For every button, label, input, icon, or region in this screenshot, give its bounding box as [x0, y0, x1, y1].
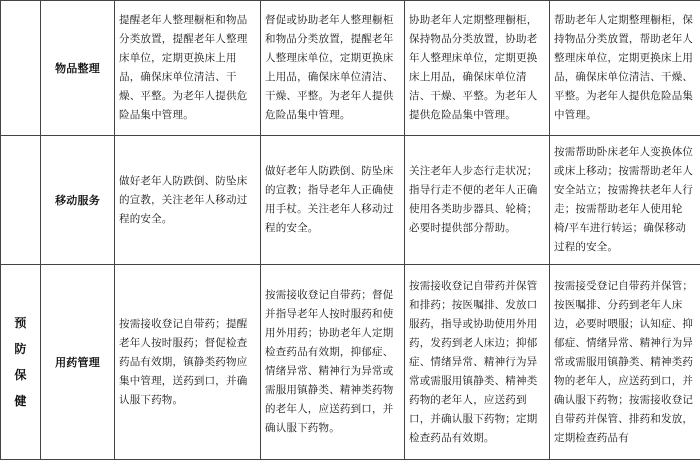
category-cell-blank	[1, 136, 41, 265]
level-3-text: 按需接收登记自带药并保管和排药；按医嘱排、发放口服药，指导或协助使用外用药，发药到老人床边；抑郁症、情绪异常、精神行为异常或需服用镇静类、精神类药物的老年人，应送药到口，并确认服下药物；定期检查药品有效期。	[405, 265, 550, 460]
category-char: 健	[1, 388, 40, 414]
category-char: 防	[1, 336, 40, 362]
category-char: 预	[1, 310, 40, 336]
level-2-text: 督促或协助老年人整理橱柜和物品分类放置，提醒老年人整理床单位，定期更换床上用品，确保床单位清洁、干燥、平整。为老年人提供危险品集中管理。	[261, 1, 405, 136]
level-2-text: 按需接收登记自带药；督促并指导老年人按时服药和使用外用药；协助老年人定期检查药品有效期，抑郁症、情绪异常、精神行为异常或需服用镇静类、精神类药物的老年人，应送药到口，并确认服下药物。	[261, 265, 405, 460]
level-3-text: 协助老年人定期整理橱柜，保持物品分类放置，协助老年人整理床单位，定期更换床上用品，确保床单位清洁、干燥、平整。为老年人提供危险品集中管理。	[405, 1, 550, 136]
row-label: 移动服务	[41, 136, 115, 265]
category-cell-blank	[1, 1, 41, 136]
row-label: 用药管理	[41, 265, 115, 460]
table-row	[1, 136, 700, 265]
level-4-text: 帮助老年人定期整理橱柜，保持物品分类放置，帮助老年人整理床单位，定期更换床上用品，确保床单位清洁、干燥、平整。为老年人提供危险品集中管理。	[550, 1, 700, 136]
level-1-text: 提醒老年人整理橱柜和物品分类放置，提醒老年人整理床单位，定期更换床上用品，确保床单位清洁、干燥、平整。为老年人提供危险品集中管理。	[115, 1, 261, 136]
level-4-text: 按需帮助卧床老年人变换体位或床上移动；按需帮助老年人安全站立；按需搀扶老年人行走；按需帮助老年人使用轮椅/平车进行转运；确保移动过程的安全。	[550, 136, 700, 265]
level-3-text: 关注老年人步态行走状况；指导行走不便的老年人正确使用各类助步器具、轮椅；必要时提供部分帮助。	[405, 136, 550, 265]
row-label: 物品整理	[41, 1, 115, 136]
category-cell	[1, 265, 41, 460]
level-2-text: 做好老年人防跌倒、防坠床的宣教；指导老年人正确使用手杖。关注老年人移动过程的安全。	[261, 136, 405, 265]
level-4-text: 按需接受登记自带药并保管；按医嘱排、分药到老年人床边，必要时喂服；认知症、抑郁症、情绪异常、精神行为异常或需服用镇静类、精神类药物的老年人，应送药到口，并确认服下药物；按需接收登记自带药并保管、排药和发放，定期检查药品有	[550, 265, 700, 460]
category-char: 保	[1, 362, 40, 388]
table-row	[1, 265, 700, 460]
level-1-text: 做好老年人防跌倒、防坠床的宣教，关注老年人移动过程的安全。	[115, 136, 261, 265]
level-1-text: 按需接收登记自带药；提醒老年人按时服药；督促检查药品有效期，镇静类药物应集中管理，送药到口，并确认服下药物。	[115, 265, 261, 460]
table-row	[1, 1, 700, 136]
